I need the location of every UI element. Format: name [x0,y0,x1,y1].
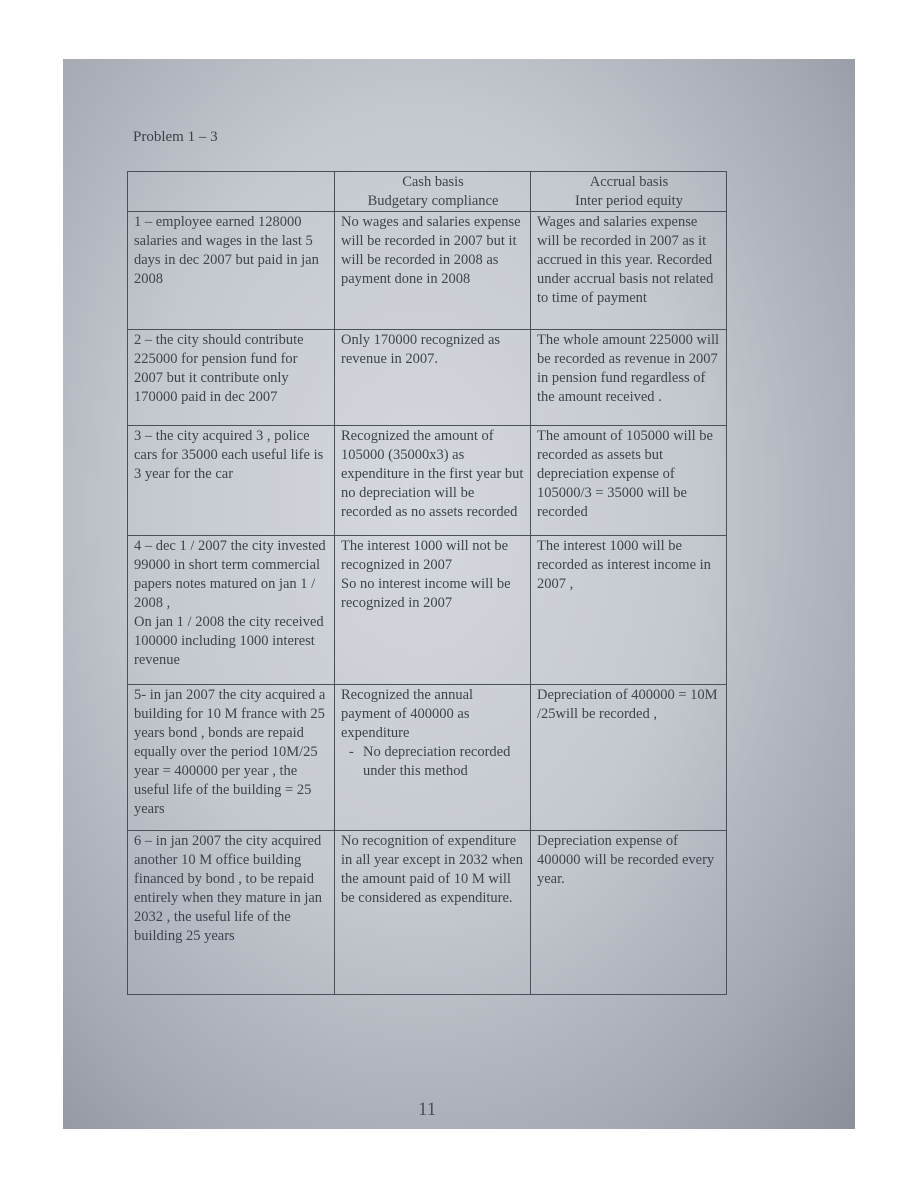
cash-basis-cell [335,685,531,831]
case-description-cell: 3 – the city acquired 3 , police cars for 35000 each useful life is 3 year for the car [128,426,335,536]
accrual-basis-cell: Wages and salaries expense will be recorded in 2007 as it accrued in this year. Recorded under accrual basis not related to time of payment [531,212,727,330]
cash-basis-cell: Recognized the amount of 105000 (35000x3) as expenditure in the first year but no depreciation will be recorded as no assets recorded [335,426,531,536]
header-cash-basis-title: Cash basis [402,174,464,190]
document-photo [63,59,855,1129]
comparison-table [127,171,727,995]
cash-basis-cell: No recognition of expenditure in all year except in 2032 when the amount paid of 10 M will be considered as expenditure. [335,831,531,995]
table-row [128,831,727,995]
cash-basis-text: Recognized the annual payment of 400000 as expenditure [341,687,474,741]
accrual-basis-cell: The amount of 105000 will be recorded as assets but depreciation expense of 105000/3 = 35000 will be recorded [531,426,727,536]
header-empty-cell [128,172,335,212]
table-row [128,426,727,536]
header-accrual-basis-title: Accrual basis [589,174,669,190]
accrual-basis-cell: Depreciation expense of 400000 will be recorded every year. [531,831,727,995]
bullet-text: No depreciation recorded under this method [363,744,511,779]
cash-basis-cell [335,536,531,685]
case-description-part-1: 4 – dec 1 / 2007 the city invested 99000 in short term commercial papers notes matured on jan 1 / 2008 , [134,538,326,611]
header-cash-basis [335,172,531,212]
table-header-row [128,172,727,212]
bullet-item [341,743,525,781]
cash-basis-part-2: So no interest income will be recognized in 2007 [341,576,511,611]
table-row [128,685,727,831]
accrual-basis-cell: The interest 1000 will be recorded as interest income in 2007 , [531,536,727,685]
case-description-cell: 6 – in jan 2007 the city acquired another 10 M office building financed by bond , to be repaid entirely when they mature in jan 2032 , the useful life of the building 25 years [128,831,335,995]
header-accrual-basis-subtitle: Inter period equity [575,193,683,209]
cash-basis-cell: Only 170000 recognized as revenue in 2007. [335,330,531,426]
table-row [128,536,727,685]
case-description-part-2: On jan 1 / 2008 the city received 100000 including 1000 interest revenue [134,614,324,668]
page-number: 11 [418,1099,437,1120]
table-row [128,212,727,330]
bullet-dash: - [349,744,354,760]
case-description-cell: 5- in jan 2007 the city acquired a building for 10 M france with 25 years bond , bonds are repaid equally over the period 10M/25 year = 400000 per year , the useful life of the building = 25 years [128,685,335,831]
accrual-basis-cell: The whole amount 225000 will be recorded as revenue in 2007 in pension fund regardless of the amount received . [531,330,727,426]
cash-basis-part-1: The interest 1000 will not be recognized in 2007 [341,538,509,573]
header-cash-basis-subtitle: Budgetary compliance [367,193,499,209]
cash-basis-cell: No wages and salaries expense will be recorded in 2007 but it will be recorded in 2008 as payment done in 2008 [335,212,531,330]
case-description-cell: 1 – employee earned 128000 salaries and wages in the last 5 days in dec 2007 but paid in jan 2008 [128,212,335,330]
case-description-cell: 2 – the city should contribute 225000 for pension fund for 2007 but it contribute only 170000 paid in dec 2007 [128,330,335,426]
header-accrual-basis [531,172,727,212]
problem-title: Problem 1 – 3 [133,129,218,145]
accrual-basis-cell: Depreciation of 400000 = 10M /25will be recorded , [531,685,727,831]
case-description-cell [128,536,335,685]
table-row [128,330,727,426]
